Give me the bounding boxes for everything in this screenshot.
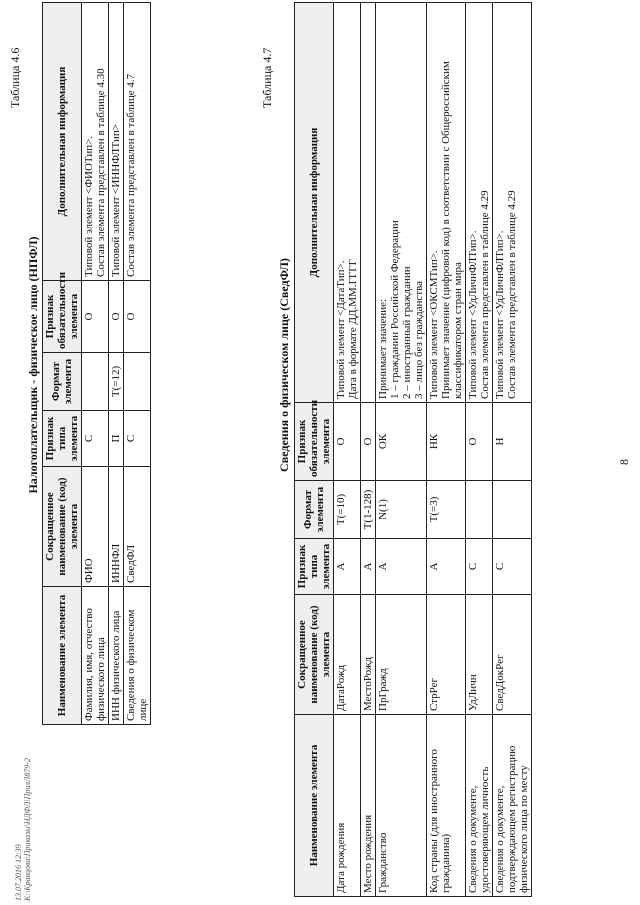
table-row — [376, 3, 427, 897]
cell-req: НК — [427, 403, 466, 481]
cell-type: С — [493, 539, 532, 595]
cell-name: Сведения о документе, удостоверяющем личность — [466, 715, 493, 897]
info-line: 3 – лицо без гражданства — [413, 280, 425, 399]
table-row — [466, 3, 493, 897]
table-row — [82, 3, 109, 725]
info-line: Состав элемента представлен в таблице 4.30 — [95, 68, 107, 277]
info-line: Дата в формате ДД.ММ.ГГГГ — [347, 258, 359, 399]
table2-caption: Сведения о физическом лице (СведФЛ) — [277, 258, 291, 472]
info-line: 1 – гражданин Российской Федерации — [389, 220, 401, 399]
table1-header-row — [43, 3, 82, 725]
cell-type: С — [124, 411, 151, 467]
table2-header-cell: Сокращенное наименование (код) элемента — [295, 595, 334, 715]
page-number: 8 — [617, 459, 631, 465]
table2-body — [334, 3, 532, 897]
cell-format — [82, 353, 109, 411]
table2-header-cell: Признак типа элемента — [295, 539, 334, 595]
cell-req: О — [334, 403, 361, 481]
cell-type: С — [82, 411, 109, 467]
cell-format: T(1-128) — [361, 481, 376, 539]
cell-code: СведДокРег — [493, 595, 532, 715]
cell-req: О — [109, 281, 124, 353]
table1-caption: Налогоплательщик - физическое лицо (НПФЛ) — [26, 236, 40, 494]
stamp-path: К:\Кравцова\Приказы\НДФЛ\ПрилЛ879-2 — [23, 758, 32, 901]
table1-header-cell: Наименование элемента — [43, 587, 82, 725]
table1 — [42, 2, 151, 725]
cell-info — [109, 3, 124, 281]
cell-format: T(=10) — [334, 481, 361, 539]
cell-type: А — [361, 539, 376, 595]
info-line: Принимает значение (цифровой код) в соответствии с Общероссийским классификатором стран мира — [440, 61, 464, 399]
cell-req: О — [124, 281, 151, 353]
cell-req: О — [82, 281, 109, 353]
info-line: Типовой элемент <ИННФЛТип> — [110, 124, 122, 277]
table1-header-cell: Дополнительная информация — [43, 3, 82, 281]
table2-header-cell: Формат элемента — [295, 481, 334, 539]
cell-code: ФИО — [82, 467, 109, 587]
cell-info — [376, 3, 427, 403]
cell-code: СведФЛ — [124, 467, 151, 587]
cell-info — [334, 3, 361, 403]
cell-type: А — [334, 539, 361, 595]
info-line: Принимает значение: — [377, 298, 389, 399]
cell-name: Фамилия, имя, отчество физического лица — [82, 587, 109, 725]
table-row — [493, 3, 532, 897]
table2 — [294, 2, 532, 897]
info-line: Состав элемента представлен в таблице 4.7 — [125, 73, 137, 277]
table1-header-cell: Признак типа элемента — [43, 411, 82, 467]
cell-name: Код страны (для иностранного гражданина) — [427, 715, 466, 897]
cell-code: МестоРожд — [361, 595, 376, 715]
info-line: 2 – иностранный гражданин — [401, 266, 413, 399]
cell-format: N(1) — [376, 481, 427, 539]
table-row — [361, 3, 376, 897]
table-row — [427, 3, 466, 897]
cell-type: С — [466, 539, 493, 595]
cell-name: ИНН физического лица — [109, 587, 124, 725]
info-line: Типовой элемент <ДатаТип>. — [335, 260, 347, 399]
cell-type: А — [376, 539, 427, 595]
cell-name: Сведения о физическом лице — [124, 587, 151, 725]
table-row — [124, 3, 151, 725]
file-stamp — [14, 758, 32, 901]
cell-info — [466, 3, 493, 403]
table1-header-cell: Признак обязательности элемента — [43, 281, 82, 353]
cell-info — [82, 3, 109, 281]
info-line: Состав элемента представлен в таблице 4.29 — [479, 190, 491, 399]
table2-header-cell: Наименование элемента — [295, 715, 334, 897]
table2-header-cell: Дополнительная информация — [295, 3, 334, 403]
cell-type: П — [109, 411, 124, 467]
cell-format: T(=12) — [109, 353, 124, 411]
table1-header-cell: Формат элемента — [43, 353, 82, 411]
cell-format — [493, 481, 532, 539]
cell-req: О — [466, 403, 493, 481]
table-row — [334, 3, 361, 897]
cell-name: Сведения о документе, подтверждающем регистрацию физического лица по месту — [493, 715, 532, 897]
cell-info — [427, 3, 466, 403]
info-line: Типовой элемент <ФИОТип>. — [83, 135, 95, 277]
cell-format — [124, 353, 151, 411]
cell-code: ДатаРожд — [334, 595, 361, 715]
cell-req: О — [361, 403, 376, 481]
table-row — [109, 3, 124, 725]
info-line: Типовой элемент <УдЛичнФЛТип>. — [494, 230, 506, 399]
cell-info — [361, 3, 376, 403]
cell-name: Гражданство — [376, 715, 427, 897]
cell-name: Место рождения — [361, 715, 376, 897]
cell-code: УдЛичн — [466, 595, 493, 715]
cell-name: Дата рождения — [334, 715, 361, 897]
cell-type: А — [427, 539, 466, 595]
cell-code: СтрРег — [427, 595, 466, 715]
cell-code: ИННФЛ — [109, 467, 124, 587]
cell-req: Н — [493, 403, 532, 481]
cell-info — [493, 3, 532, 403]
cell-info — [124, 3, 151, 281]
cell-format — [466, 481, 493, 539]
info-line: Типовой элемент <ОКСМТип>. — [428, 250, 440, 399]
table2-header-row — [295, 3, 334, 897]
table1-body — [82, 3, 151, 725]
stamp-date: 13.07.2016 12:39 — [14, 844, 23, 901]
table1-number: Таблица 4.6 — [8, 47, 22, 108]
cell-code: ПрГражд — [376, 595, 427, 715]
table2-number: Таблица 4.7 — [260, 47, 274, 108]
table2-header-cell: Признак обязательности элемента — [295, 403, 334, 481]
cell-format: T(=3) — [427, 481, 466, 539]
info-line: Состав элемента представлен в таблице 4.29 — [506, 190, 518, 399]
table1-header-cell: Сокращенное наименование (код) элемента — [43, 467, 82, 587]
cell-req: ОК — [376, 403, 427, 481]
info-line: Типовой элемент <УдЛичнФЛТип>. — [467, 230, 479, 399]
